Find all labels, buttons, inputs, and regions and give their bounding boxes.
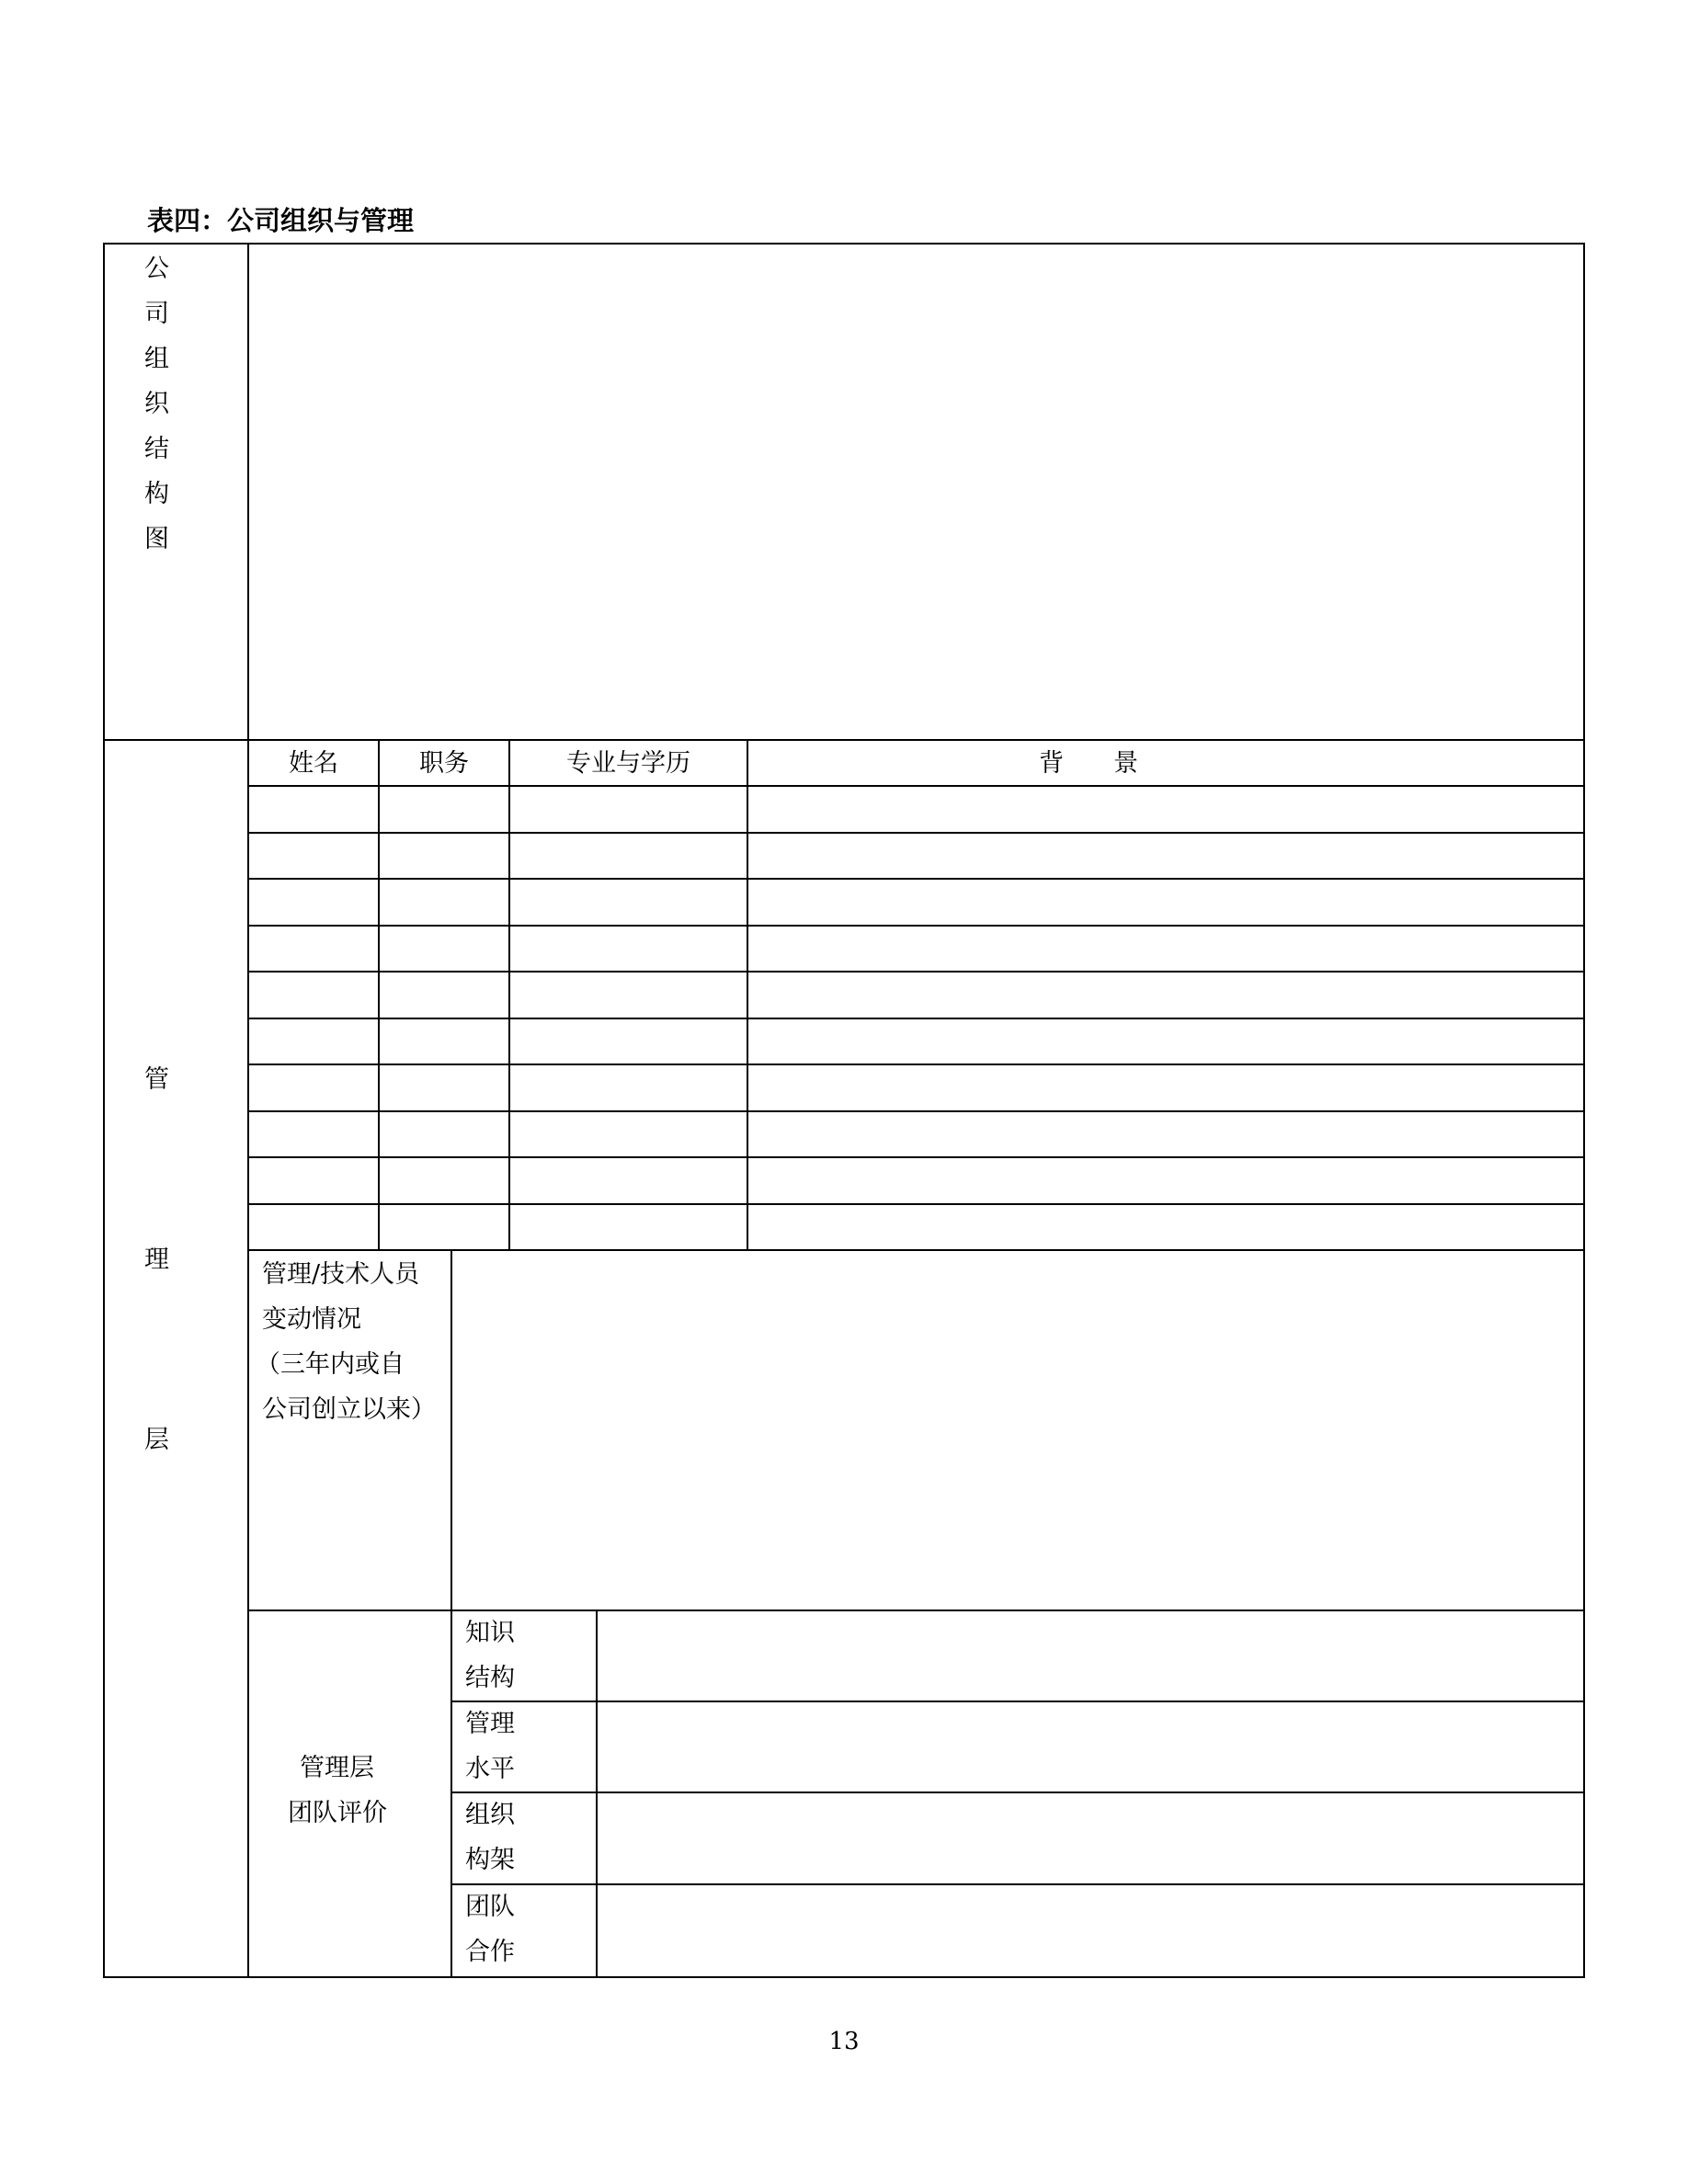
evaluation-item-line: 团队 xyxy=(465,1893,515,1921)
staff-row-line xyxy=(247,832,1585,834)
eval-row-line xyxy=(451,1883,1585,1885)
evaluation-item-line: 水平 xyxy=(465,1755,515,1783)
table-title: 表四：公司组织与管理 xyxy=(147,205,415,236)
staff-row-line xyxy=(247,1203,1585,1205)
table-border-left xyxy=(103,243,105,1978)
change-label-line: （三年内或自 xyxy=(256,1350,405,1379)
evaluation-item-line: 组织 xyxy=(465,1801,515,1829)
evaluation-input-teamwork[interactable] xyxy=(599,1886,1582,1975)
org-chart-label-char: 图 xyxy=(144,525,169,553)
eval-row-line xyxy=(451,1701,1585,1702)
org-chart-label-char: 司 xyxy=(144,300,169,328)
header-background: 背 景 xyxy=(1039,749,1138,778)
staff-row-line xyxy=(247,971,1585,973)
org-chart-label-char: 组 xyxy=(144,345,169,373)
evaluation-item-line: 管理 xyxy=(465,1710,515,1738)
change-label-line: 公司创立以来） xyxy=(262,1395,436,1424)
staff-col-line xyxy=(378,739,380,1251)
management-label-char: 管 xyxy=(144,1065,169,1094)
page-number: 13 xyxy=(828,2028,860,2055)
header-name: 姓名 xyxy=(289,749,338,778)
org-chart-label-char: 结 xyxy=(144,435,169,463)
change-col-line xyxy=(451,1249,452,1978)
staff-row-line xyxy=(247,1110,1585,1112)
evaluation-input-organization[interactable] xyxy=(599,1794,1582,1883)
org-chart-label-char: 织 xyxy=(144,390,169,418)
table-border-bottom xyxy=(103,1976,1585,1978)
evaluation-item-line: 结构 xyxy=(465,1664,515,1692)
staff-row-line xyxy=(247,878,1585,880)
org-chart-area[interactable] xyxy=(250,245,1582,738)
eval-row-line xyxy=(451,1792,1585,1793)
staff-row-line xyxy=(247,1064,1585,1065)
change-content-area[interactable] xyxy=(453,1252,1582,1609)
eval-col-line xyxy=(596,1610,598,1978)
change-label-line: 变动情况 xyxy=(262,1305,361,1334)
evaluation-input-knowledge[interactable] xyxy=(599,1612,1582,1700)
change-label-line: 管理/技术人员 xyxy=(262,1260,420,1289)
staff-col-line xyxy=(747,739,748,1251)
change-bottom-line xyxy=(247,1610,1585,1611)
staff-row-line xyxy=(247,1249,1585,1251)
table-border-top xyxy=(103,243,1585,245)
management-label-char: 层 xyxy=(144,1426,169,1454)
header-major-education: 专业与学历 xyxy=(566,749,690,778)
staff-row-line xyxy=(247,1018,1585,1019)
org-chart-label-char: 公 xyxy=(144,255,169,283)
evaluation-item-line: 知识 xyxy=(465,1619,515,1647)
evaluation-label-line: 管理层 xyxy=(300,1754,374,1782)
evaluation-item-line: 合作 xyxy=(465,1938,515,1966)
evaluation-item-line: 构架 xyxy=(465,1846,515,1874)
staff-col-line xyxy=(508,739,510,1251)
staff-row-line xyxy=(247,925,1585,927)
header-position: 职务 xyxy=(419,749,469,778)
management-label-char: 理 xyxy=(144,1246,169,1274)
evaluation-label-line: 团队评价 xyxy=(288,1799,387,1827)
evaluation-input-management[interactable] xyxy=(599,1703,1582,1791)
org-chart-label-char: 构 xyxy=(144,480,169,508)
staff-row-line xyxy=(247,1156,1585,1158)
